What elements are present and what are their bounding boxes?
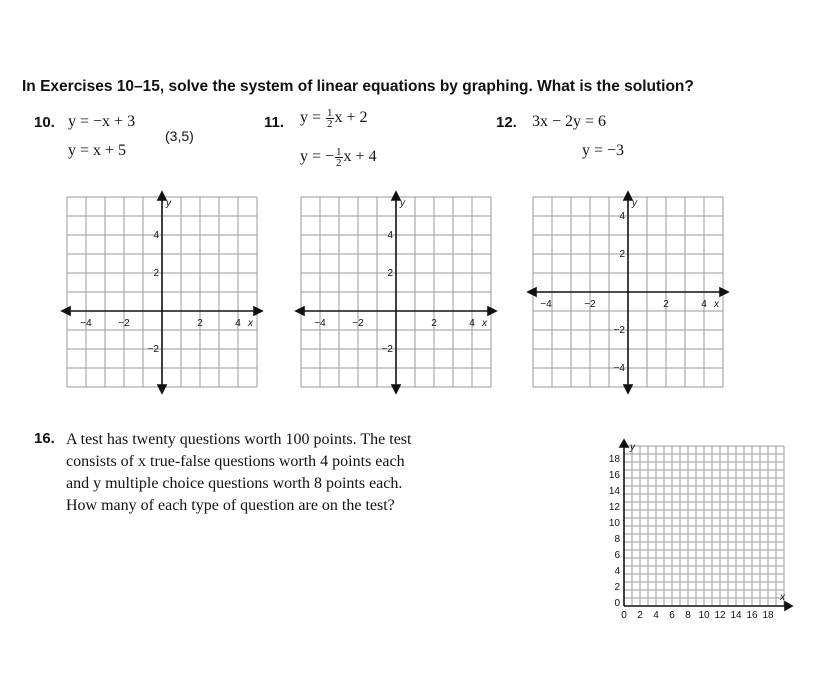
graph-exercise-12	[526, 190, 736, 395]
axes	[620, 440, 792, 610]
x-tick-label: 2	[431, 318, 437, 329]
eq2-suffix: x + 4	[343, 148, 377, 166]
x-tick-label: 0	[621, 610, 627, 621]
x-tick-label: 16	[746, 610, 758, 621]
problem-16-number: 16.	[34, 430, 55, 447]
x-tick-label: −4	[314, 318, 326, 329]
y-tick-label: 8	[614, 534, 620, 545]
x-tick-label: 6	[669, 610, 675, 621]
exercise-10-answer: (3,5)	[165, 128, 194, 144]
y-tick-label: 4	[619, 211, 625, 222]
y-axis-label: y	[166, 198, 171, 209]
axis-labels	[540, 198, 720, 374]
x-tick-label: 4	[235, 318, 241, 329]
problem-16-line: How many of each type of question are on the test?	[66, 497, 395, 514]
exercise-11-equation-1	[300, 108, 368, 129]
y-axis-label: y	[630, 442, 635, 453]
x-tick-label: 2	[663, 299, 669, 310]
graph-exercise-10	[60, 190, 270, 395]
axes	[528, 192, 728, 393]
eq2-fraction-numerator: 1	[336, 146, 342, 158]
x-tick-label: −2	[118, 318, 130, 329]
x-tick-label: 14	[730, 610, 742, 621]
y-tick-label: 2	[387, 268, 393, 279]
exercise-11-number: 11.	[264, 114, 285, 131]
y-tick-label: 6	[614, 550, 620, 561]
problem-16-text	[66, 429, 411, 517]
y-tick-label: −2	[381, 344, 393, 355]
y-tick-label: 16	[608, 470, 620, 481]
eq1-suffix: x + 2	[334, 109, 368, 127]
x-tick-label: 4	[701, 299, 707, 310]
y-tick-label: 4	[153, 230, 159, 241]
x-axis-label: x	[482, 318, 487, 329]
x-tick-label: 4	[653, 610, 659, 621]
y-tick-label: 2	[614, 582, 620, 593]
y-tick-label: −2	[613, 325, 625, 336]
x-tick-label: 18	[762, 610, 774, 621]
exercise-12-equation-2: y = −3	[582, 142, 625, 159]
problem-16-line: and y multiple choice questions worth 8 points each.	[66, 475, 403, 492]
eq1-fraction	[326, 108, 334, 129]
y-axis-label: y	[632, 198, 637, 209]
eq1-fraction-denominator: 2	[327, 118, 333, 130]
x-tick-label: 10	[698, 610, 710, 621]
eq2-fraction	[335, 147, 343, 168]
graph-problem-16	[600, 438, 800, 628]
x-tick-label: −2	[584, 299, 596, 310]
y-tick-label: 4	[614, 566, 620, 577]
y-tick-label: 0	[614, 598, 620, 609]
eq1-prefix: y =	[300, 109, 326, 127]
y-tick-label: 18	[608, 454, 620, 465]
exercise-11-equation-2	[300, 147, 377, 168]
eq1-fraction-numerator: 1	[327, 107, 333, 119]
grid	[624, 446, 784, 606]
x-axis-label: x	[248, 318, 253, 329]
x-tick-label: −4	[80, 318, 92, 329]
x-tick-label: 8	[685, 610, 691, 621]
y-tick-label: 10	[608, 518, 620, 529]
axis-labels	[609, 442, 786, 621]
exercise-10-equation-1: y = −x + 3	[68, 113, 136, 130]
x-tick-label: 12	[714, 610, 726, 621]
y-tick-label: 12	[608, 502, 620, 513]
axis-labels	[314, 198, 488, 355]
exercise-10-number: 10.	[34, 114, 55, 131]
exercise-12-equation-1: 3x − 2y = 6	[532, 113, 607, 130]
y-tick-label: −2	[147, 344, 159, 355]
y-axis-label: y	[400, 198, 405, 209]
y-tick-label: −4	[613, 363, 625, 374]
x-axis-label: x	[714, 299, 719, 310]
x-tick-label: 2	[197, 318, 203, 329]
exercise-10-equation-2: y = x + 5	[68, 142, 127, 159]
exercise-12-number: 12.	[496, 114, 517, 131]
problem-16-line: consists of x true-false questions worth 4 points each	[66, 453, 405, 470]
instructions-heading: In Exercises 10–15, solve the system of linear equations by graphing. What is the solution?	[22, 78, 694, 95]
y-tick-label: 4	[387, 230, 393, 241]
x-tick-label: −4	[540, 299, 552, 310]
y-tick-label: 2	[153, 268, 159, 279]
x-axis-label: x	[780, 592, 785, 603]
x-tick-label: 2	[637, 610, 643, 621]
problem-16-line: A test has twenty questions worth 100 points. The test	[66, 431, 412, 448]
eq2-fraction-denominator: 2	[336, 157, 342, 169]
y-tick-label: 14	[608, 486, 620, 497]
x-tick-label: −2	[352, 318, 364, 329]
y-tick-label: 2	[619, 249, 625, 260]
axis-labels	[80, 198, 254, 355]
x-tick-label: 4	[469, 318, 475, 329]
eq2-prefix: y = −	[300, 148, 335, 166]
graph-exercise-11	[294, 190, 504, 395]
